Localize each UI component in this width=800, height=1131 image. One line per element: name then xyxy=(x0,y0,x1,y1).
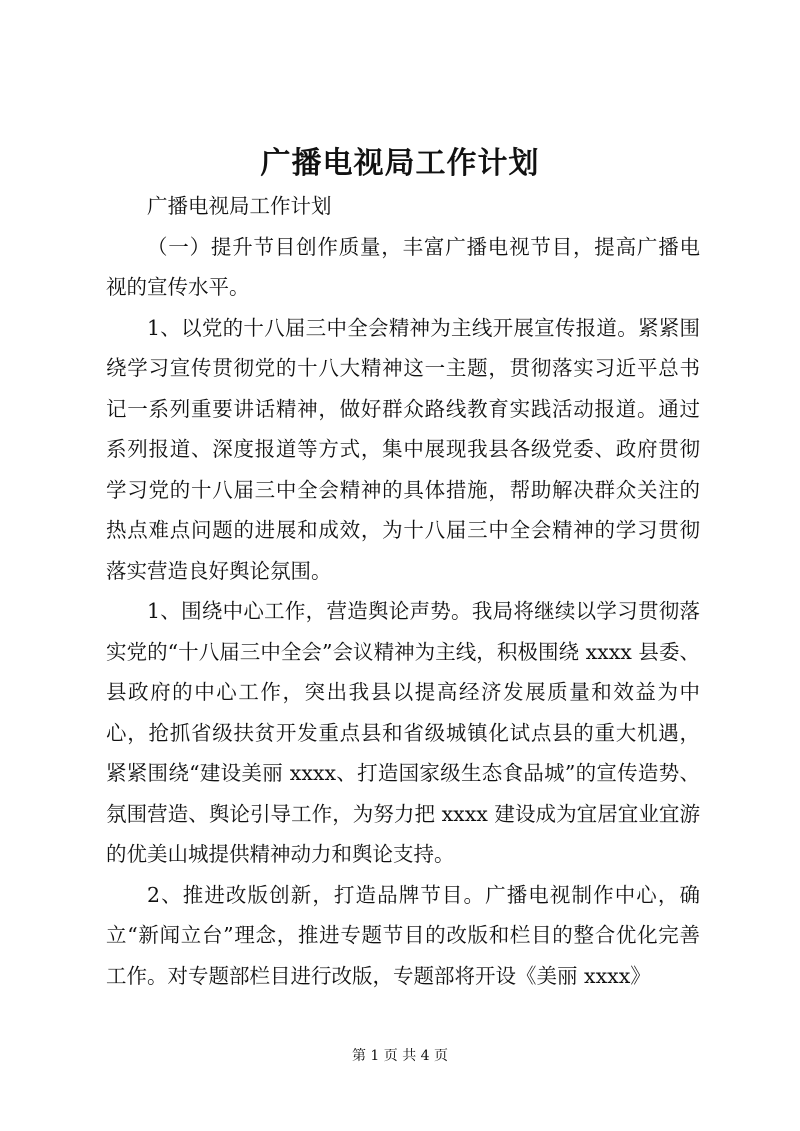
paragraph-item-1b: 1、围绕中心工作，营造舆论声势。我局将继续以学习贯彻落实党的“十八届三中全会”会议精神为主线，积极围绕 xxxx 县委、县政府的中心工作，突出我县以提高经济发展质量和效益为中心，抢抓省级扶贫开发重点县和省级城镇化试点县的重大机遇，紧紧围绕“建设美丽 xxxx、打造国家级生态食品城”的宣传造势、氛围营造、舆论引导工作，为努力把 xxxx 建设成为宜居宜业宜游的优美山城提供精神动力和舆论支持。 xyxy=(106,599,700,866)
page-footer: 第 1 页 共 4 页 xyxy=(351,1048,449,1064)
paragraph-section-one: （一）提升节目创作质量，丰富广播电视节目，提高广播电视的宣传水平。 xyxy=(106,234,700,299)
paragraph-item-1a: 1、以党的十八届三中全会精神为主线开展宣传报道。紧紧围绕学习宣传贯彻党的十八大精神这一主题，贯彻落实习近平总书记一系列重要讲话精神，做好群众路线教育实践活动报道。通过系列报道、深度报道等方式，集中展现我县各级党委、政府贯彻学习党的十八届三中全会精神的具体措施，帮助解决群众关注的热点难点问题的进展和成效，为十八届三中全会精神的学习贯彻落实营造良好舆论氛围。 xyxy=(106,315,700,583)
paragraph-item-2: 2、推进改版创新，打造品牌节目。广播电视制作中心，确立“新闻立台”理念，推进专题节目的改版和栏目的整合优化完善工作。对专题部栏目进行改版，专题部将开设《美丽 xxxx》 xyxy=(106,882,700,988)
paragraph-heading: 广播电视局工作计划 xyxy=(147,194,332,218)
document-title: 广播电视局工作计划 xyxy=(260,146,540,181)
document-body xyxy=(106,186,700,996)
